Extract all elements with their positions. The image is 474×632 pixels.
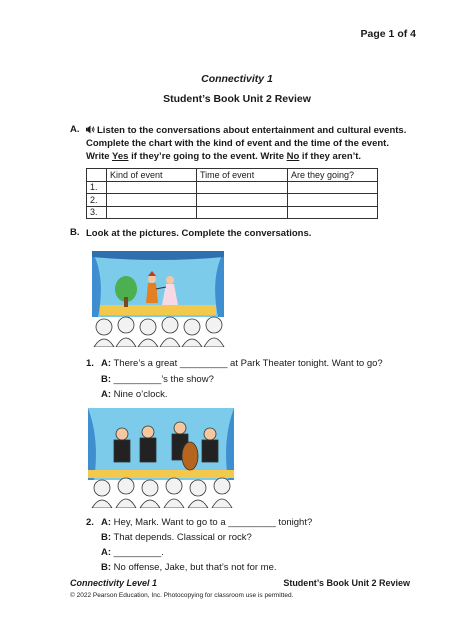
section-a-line-3: Write Yes if they’re going to the event. Write No if they aren’t. [86, 151, 362, 162]
chart-cell-time[interactable] [197, 206, 288, 219]
chart-cell-time[interactable] [197, 181, 288, 194]
chart-cell-kind[interactable] [107, 181, 197, 194]
question-2-number: 2. [86, 517, 94, 528]
theater-play-illustration [86, 247, 230, 347]
chart-cell-kind[interactable] [107, 206, 197, 219]
chart-cell-time[interactable] [197, 194, 288, 207]
q1-line-2: B: _________’s the show? [101, 374, 214, 385]
chart-row-number: 3. [87, 206, 107, 219]
footer-unit-title: Student’s Book Unit 2 Review [283, 578, 410, 588]
section-a-letter: A. [70, 124, 80, 135]
section-b-instruction: Look at the pictures. Complete the conversations. [86, 228, 312, 239]
footer-book-title: Connectivity Level 1 [70, 578, 158, 588]
q2-line-2: B: That depends. Classical or rock? [101, 532, 252, 543]
q1-line-1: A: There’s a great _________ at Park Theater tonight. Want to go? [101, 358, 383, 369]
q2-line-1: A: Hey, Mark. Want to go to a _________ tonight? [101, 517, 313, 528]
chart-cell-going[interactable] [288, 194, 378, 207]
q2-line-4: B: No offense, Jake, but that’s not for me. [101, 562, 277, 573]
chart-row [87, 206, 378, 219]
no-word: No [286, 151, 300, 162]
chart-header-going: Are they going? [288, 169, 378, 182]
chart-header-time: Time of event [197, 169, 288, 182]
book-title: Connectivity 1 [201, 73, 273, 85]
chart-cell-going[interactable] [288, 181, 378, 194]
page-number: Page 1 of 4 [360, 28, 416, 40]
chart-cell-going[interactable] [288, 206, 378, 219]
section-b-letter: B. [70, 227, 80, 238]
chart-header-kind: Kind of event [107, 169, 197, 182]
chart-cell-kind[interactable] [107, 194, 197, 207]
section-a-instructions [86, 124, 406, 163]
unit-title: Student’s Book Unit 2 Review [163, 93, 311, 105]
yes-word: Yes [112, 151, 129, 162]
section-a-line-2: Complete the chart with the kind of event and the time of the event. [86, 138, 389, 149]
classical-concert-illustration [86, 404, 236, 508]
copyright-notice: © 2022 Pearson Education, Inc. Photocopying for classroom use is permitted. [70, 592, 294, 599]
q2-line-3: A: _________. [101, 547, 164, 558]
event-chart [86, 168, 378, 219]
q1-line-3: A: Nine o’clock. [101, 389, 168, 400]
section-a-line-1: Listen to the conversations about entertainment and cultural events. [86, 124, 406, 137]
chart-header-number [87, 169, 107, 182]
chart-row-number: 1. [87, 181, 107, 194]
chart-row [87, 194, 378, 207]
chart-header-row [87, 169, 378, 182]
question-1-number: 1. [86, 358, 94, 369]
chart-row [87, 181, 378, 194]
chart-row-number: 2. [87, 194, 107, 207]
audio-icon[interactable] [86, 125, 95, 134]
